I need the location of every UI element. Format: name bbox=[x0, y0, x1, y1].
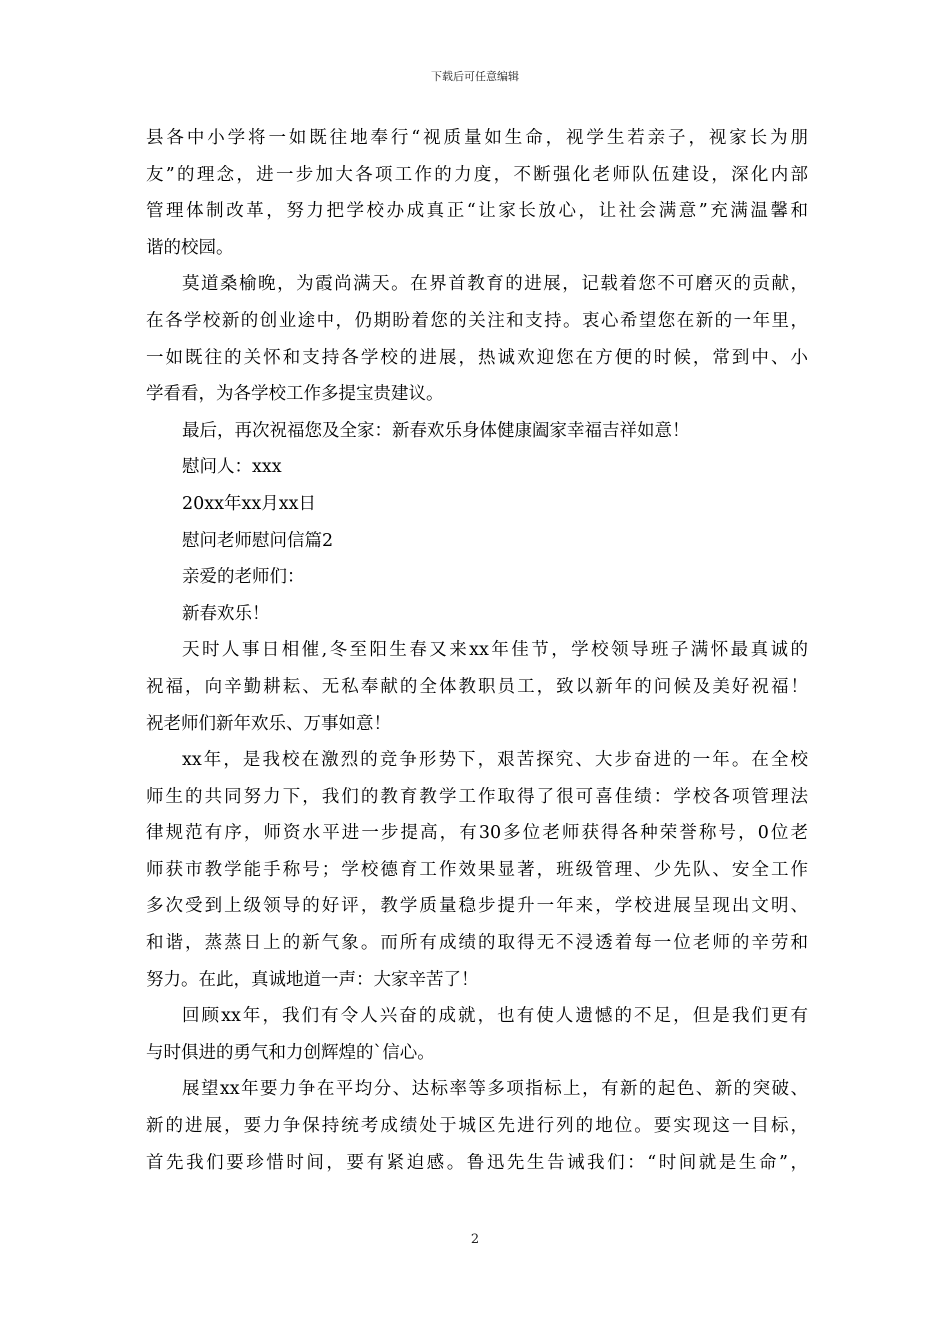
paragraph-line: 回顾xx年，我们有令人兴奋的成就，也有使人遗憾的不足，但是我们更有 bbox=[182, 1006, 808, 1027]
paragraph-line: 一如既往的关怀和支持各学校的进展，热诚欢迎您在方便的时候，常到中、小 bbox=[146, 347, 808, 368]
paragraph-line: 与时俱进的勇气和力创辉煌的`信心。 bbox=[146, 1042, 435, 1063]
salutation: 亲爱的老师们： bbox=[182, 567, 305, 588]
paragraph-line: 师生的共同努力下，我们的教育教学工作取得了很可喜佳绩：学校各项管理法 bbox=[146, 786, 808, 807]
paragraph-line: 天时人事日相催,冬至阳生春又来xx年佳节，学校领导班子满怀最真诚的 bbox=[182, 640, 808, 661]
paragraph-line: 学看看，为各学校工作多提宝贵建议。 bbox=[146, 384, 444, 405]
paragraph-line: 新的进展，要力争保持统考成绩处于城区先进行列的地位。要实现这一目标， bbox=[146, 1116, 808, 1137]
paragraph-line: 律规范有序，师资水平进一步提高，有30多位老师获得各种荣誉称号，0位老 bbox=[146, 823, 808, 844]
paragraph-line: 首先我们要珍惜时间，要有紧迫感。鲁迅先生告诫我们：“时间就是生命”， bbox=[146, 1152, 808, 1173]
paragraph-line: 在各学校新的创业途中，仍期盼着您的关注和支持。衷心希望您在新的一年里， bbox=[146, 310, 808, 331]
paragraph-line: 友”的理念，进一步加大各项工作的力度，不断强化老师队伍建设，深化内部 bbox=[146, 164, 808, 185]
page-number: 2 bbox=[470, 1232, 480, 1247]
greeting: 新春欢乐！ bbox=[182, 603, 270, 624]
paragraph-line: 展望xx年要力争在平均分、达标率等多项指标上，有新的起色、新的突破、 bbox=[182, 1079, 808, 1100]
paragraph-line: 多次受到上级领导的好评，教学质量稳步提升一年来，学校进展呈现出文明、 bbox=[146, 896, 808, 917]
paragraph-line: 莫道桑榆晚，为霞尚满天。在界首教育的进展，记载着您不可磨灭的贡献， bbox=[182, 274, 808, 295]
paragraph-line: 县各中小学将一如既往地奉行“视质量如生命，视学生若亲子，视家长为朋 bbox=[146, 128, 808, 148]
date-line: 20xx年xx月xx日 bbox=[182, 493, 316, 514]
paragraph-line: 祝福，向辛勤耕耘、无私奉献的全体教职员工，致以新年的问候及美好祝福！ bbox=[146, 676, 808, 697]
document-body bbox=[146, 120, 808, 1181]
closing-wish: 最后，再次祝福您及全家：新春欢乐身体健康阖家幸福吉祥如意！ bbox=[182, 420, 690, 441]
signer: 慰问人：xxx bbox=[182, 457, 282, 478]
paragraph-line: xx年，是我校在激烈的竞争形势下，艰苦探究、大步奋进的一年。在全校 bbox=[182, 750, 808, 771]
page-header: 下载后可任意编辑 bbox=[431, 70, 519, 83]
paragraph-line: 祝老师们新年欢乐、万事如意！ bbox=[146, 713, 391, 734]
paragraph-line: 管理体制改革，努力把学校办成真正“让家长放心，让社会满意”充满温馨和 bbox=[146, 201, 808, 222]
paragraph-line: 努力。在此，真诚地道一声：大家辛苦了！ bbox=[146, 969, 479, 990]
paragraph-line: 师获市教学能手称号；学校德育工作效果显著，班级管理、少先队、安全工作 bbox=[146, 859, 808, 880]
section-title: 慰问老师慰问信篇2 bbox=[182, 530, 334, 551]
paragraph-line: 谐的校园。 bbox=[146, 237, 234, 258]
paragraph-line: 和谐，蒸蒸日上的新气象。而所有成绩的取得无不浸透着每一位老师的辛劳和 bbox=[146, 933, 808, 954]
